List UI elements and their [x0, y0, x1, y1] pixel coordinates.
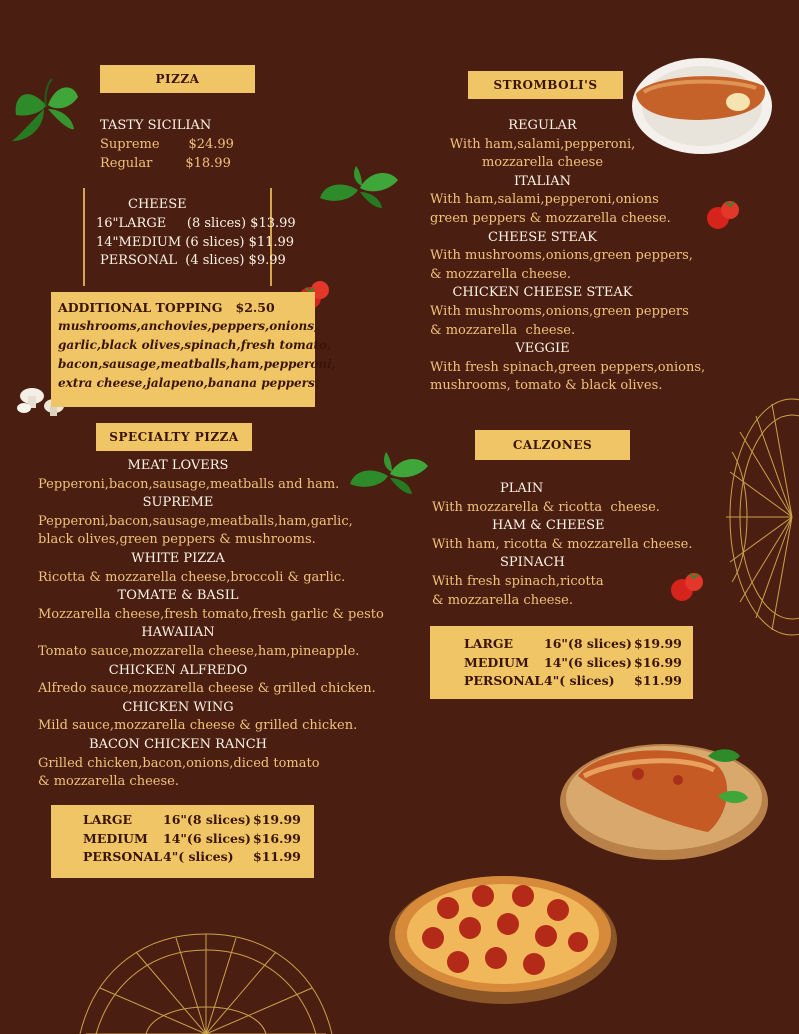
calzones-price-box	[430, 626, 693, 699]
tasty-sicilian-title: TASTY SICILIAN	[100, 118, 212, 133]
specialty-list	[38, 457, 384, 792]
supreme-price: Supreme $24.99	[100, 137, 234, 152]
specialty-item-desc: Grilled chicken,bacon,onions,diced tomato	[38, 755, 320, 771]
specialty-item-name: CHICKEN WING	[122, 699, 234, 715]
calzone-board-image	[558, 736, 770, 862]
specialty-item-desc: Ricotta & mozzarella cheese,broccoli & garlic.	[38, 569, 346, 585]
specialty-item-desc: & mozzarella cheese.	[38, 774, 179, 790]
stromboli-item-desc: green peppers & mozzarella cheese.	[430, 210, 671, 226]
specialty-item-name: CHICKEN ALFREDO	[108, 662, 248, 678]
calzone-item-name: PLAIN	[500, 481, 544, 496]
stromboli-item-desc: & mozzarella cheese.	[430, 322, 576, 338]
price-label: $11.99	[634, 673, 682, 688]
stromboli-item-name: CHEESE STEAK	[488, 229, 597, 245]
size-label: MEDIUM	[464, 654, 529, 670]
topping-line: garlic,black olives,spinach,fresh tomato,	[58, 338, 332, 352]
calzone-item-desc: With fresh spinach,ricotta	[432, 573, 604, 589]
stromboli-heading: STROMBOLI'S	[468, 71, 623, 99]
regular-price: Regular $18.99	[100, 156, 231, 171]
topping-line: extra cheese,jalapeno,banana peppers.	[58, 376, 319, 390]
stromboli-item-desc: With ham,salami,pepperoni,	[449, 136, 636, 152]
specialty-item-name: HAWAIIAN	[141, 625, 215, 641]
topping-line: bacon,sausage,meatballs,ham,pepperoni,	[58, 357, 336, 371]
topping-line: mushrooms,anchovies,peppers,onions,	[58, 319, 319, 333]
pepperoni-pizza-image	[388, 866, 618, 1006]
specialty-item-desc: Alfredo sauce,mozzarella cheese & grilled chicken.	[38, 681, 376, 697]
size-label: PERSONAL	[83, 849, 163, 864]
cheese-large: 16"LARGE (8 slices) $13.99	[96, 216, 296, 231]
price-row	[464, 654, 693, 673]
stromboli-item-name: REGULAR	[508, 118, 577, 133]
stromboli-item-name: CHICKEN CHEESE STEAK	[452, 285, 633, 301]
specialty-item-desc: black olives,green peppers & mushrooms.	[38, 532, 316, 548]
slices-label: 16"(8 slices)	[163, 812, 251, 827]
calzones-heading: CALZONES	[475, 430, 630, 460]
specialty-item-desc: Pepperoni,bacon,sausage,meatballs and ham.	[38, 476, 340, 492]
pizza-heading: PIZZA	[100, 65, 255, 93]
price-label: $16.99	[634, 654, 682, 670]
calzone-item-name: SPINACH	[500, 555, 565, 571]
specialty-item-desc: Mild sauce,mozzarella cheese & grilled chicken.	[38, 718, 358, 734]
slices-label: 4"( slices)	[163, 849, 234, 864]
specialty-item-name: SUPREME	[142, 495, 214, 511]
calzone-item-desc: With ham, ricotta & mozzarella cheese.	[432, 536, 693, 552]
slices-label: 14"(6 slices)	[163, 830, 251, 846]
size-label: MEDIUM	[83, 830, 148, 846]
additional-topping-heading: ADDITIONAL TOPPING $2.50	[58, 300, 275, 315]
specialty-item-name: WHITE PIZZA	[131, 550, 225, 566]
specialty-item-desc: Pepperoni,bacon,sausage,meatballs,ham,garlic,	[38, 513, 353, 529]
additional-topping-box	[51, 292, 336, 407]
specialty-item-desc: Tomato sauce,mozzarella cheese,ham,pineapple.	[38, 643, 360, 659]
cheese-title: CHEESE	[128, 197, 187, 212]
price-row	[464, 672, 693, 691]
price-row	[83, 830, 314, 849]
slices-label: 16"(8 slices)	[544, 636, 632, 651]
stromboli-item-desc: With ham,salami,pepperoni,onions	[430, 192, 659, 208]
size-label: LARGE	[464, 636, 514, 651]
basil-leaves-image	[318, 164, 400, 212]
stromboli-item-desc: With mushrooms,onions,green peppers	[430, 303, 689, 319]
size-label: LARGE	[83, 812, 133, 827]
basil-leaves-image	[8, 75, 80, 145]
price-row	[83, 848, 314, 867]
size-label: PERSONAL	[464, 673, 544, 688]
calzone-item-desc: With mozzarella & ricotta cheese.	[432, 499, 660, 515]
stromboli-item-desc: mozzarella cheese	[481, 155, 604, 171]
stromboli-item-desc: & mozzarella cheese.	[430, 266, 571, 282]
cherry-tomato-image	[668, 568, 706, 604]
price-row	[83, 811, 314, 830]
decorative-line-art	[712, 392, 799, 642]
stromboli-item-desc: With mushrooms,onions,green peppers,	[430, 248, 693, 264]
slices-label: 14"(6 slices)	[544, 654, 632, 670]
stromboli-item-name: VEGGIE	[515, 341, 570, 357]
calzones-list	[432, 480, 693, 610]
stromboli-item-desc: mushrooms, tomato & black olives.	[430, 378, 663, 394]
decorative-line-art	[76, 928, 336, 1034]
stromboli-list	[430, 117, 706, 396]
specialty-pizza-heading: SPECIALTY PIZZA	[96, 423, 252, 451]
price-label: $16.99	[253, 830, 301, 846]
price-label: $19.99	[253, 812, 301, 827]
basil-leaves-image	[348, 448, 430, 498]
specialty-item-desc: Mozzarella cheese,fresh tomato,fresh garlic & pesto	[38, 606, 384, 622]
price-label: $19.99	[634, 636, 682, 651]
price-label: $11.99	[253, 849, 301, 864]
slices-label: 4"( slices)	[544, 673, 615, 688]
specialty-price-box	[51, 805, 314, 878]
cheese-medium: 14"MEDIUM (6 slices) $11.99	[96, 235, 295, 250]
calzone-item-desc: & mozzarella cheese.	[432, 592, 573, 608]
calzone-item-name: HAM & CHEESE	[492, 518, 605, 534]
specialty-item-name: TOMATE & BASIL	[117, 588, 239, 604]
divider-line	[83, 188, 85, 286]
cheese-personal: PERSONAL (4 slices) $9.99	[100, 253, 286, 268]
stromboli-item-desc: With fresh spinach,green peppers,onions,	[430, 359, 706, 375]
price-row	[464, 635, 693, 654]
stromboli-item-name: ITALIAN	[513, 173, 571, 189]
specialty-item-name: BACON CHICKEN RANCH	[89, 736, 267, 752]
cherry-tomato-image	[704, 196, 742, 232]
specialty-item-name: MEAT LOVERS	[127, 458, 229, 473]
